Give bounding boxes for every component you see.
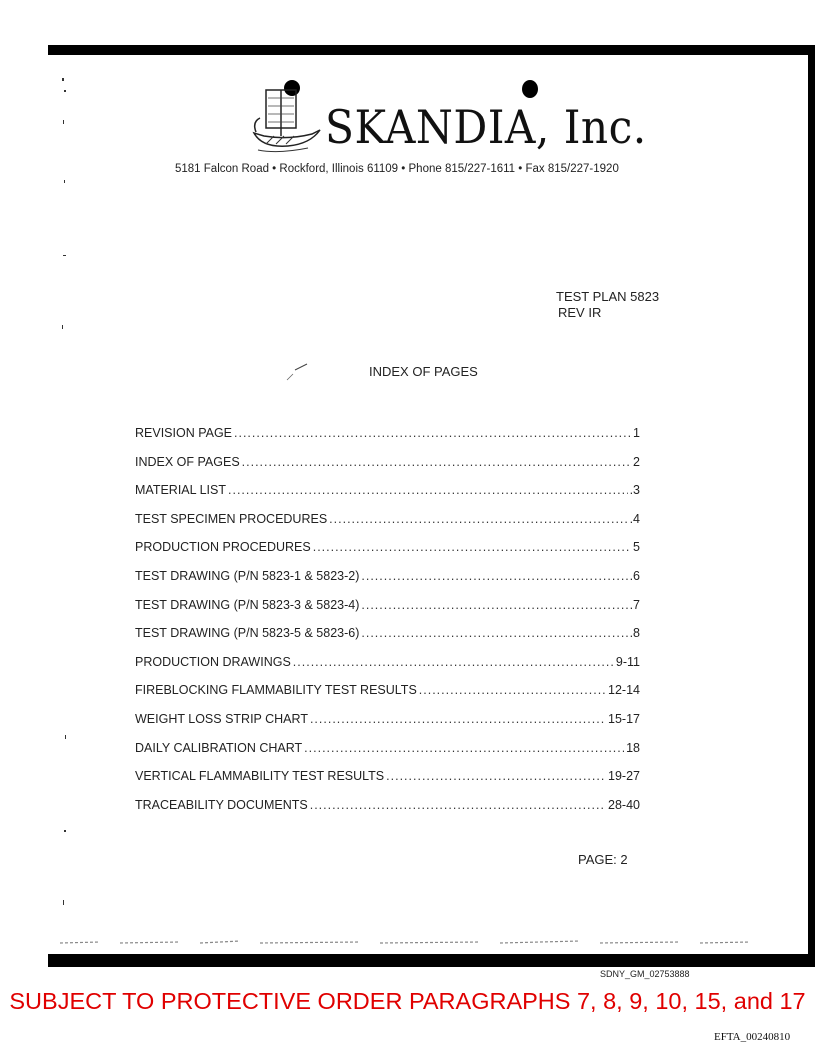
- scan-right-border: [808, 45, 815, 967]
- scan-noise-bottom: [60, 938, 760, 946]
- toc-leader: [361, 598, 627, 612]
- toc-page: 5: [633, 540, 640, 555]
- toc-leader: [293, 655, 614, 669]
- toc-leader: [310, 798, 606, 812]
- toc-row: [135, 455, 640, 484]
- toc-page: .8: [629, 626, 640, 641]
- toc-row: [135, 598, 640, 627]
- toc-title: VERTICAL FLAMMABILITY TEST RESULTS: [135, 769, 385, 784]
- index-table: [135, 426, 640, 826]
- toc-page: 19-27: [608, 769, 640, 784]
- toc-title: INDEX OF PAGES: [135, 454, 240, 469]
- toc-row: [135, 655, 640, 684]
- company-address: 5181 Falcon Road • Rockford, Illinois 61109 • Phone 815/227-1611 • Fax 815/227-1920: [175, 163, 619, 175]
- toc-row: [135, 741, 640, 770]
- toc-title: TEST DRAWING (P/N 5823-5 & 5823-6): [135, 626, 360, 641]
- company-name: SKANDIA, Inc.: [325, 100, 647, 154]
- toc-title: FIREBLOCKING FLAMMABILITY TEST RESULTS: [135, 683, 417, 698]
- toc-page: .6: [629, 568, 640, 583]
- toc-page: 18: [626, 740, 640, 755]
- company-logo: [248, 78, 647, 158]
- toc-leader: [419, 683, 606, 697]
- toc-leader: [228, 483, 628, 497]
- toc-title: TEST DRAWING (P/N 5823-1 & 5823-2): [135, 568, 360, 583]
- toc-title: PRODUCTION PROCEDURES: [135, 540, 311, 555]
- toc-title: MATERIAL LIST: [135, 483, 226, 498]
- toc-row: [135, 626, 640, 655]
- toc-title: REVISION PAGE: [135, 426, 233, 440]
- toc-page: 28-40: [608, 797, 640, 812]
- toc-row: [135, 569, 640, 598]
- toc-page: 12-14: [608, 683, 640, 698]
- toc-title: WEIGHT LOSS STRIP CHART: [135, 711, 308, 726]
- toc-title: TEST DRAWING (P/N 5823-3 & 5823-4): [135, 597, 360, 612]
- plan-name: TEST PLAN 5823: [556, 289, 660, 304]
- toc-title: PRODUCTION DRAWINGS: [135, 654, 291, 669]
- toc-leader: [310, 712, 606, 726]
- viking-ship-icon: [248, 78, 328, 158]
- plan-header: [556, 289, 659, 321]
- toc-page: 9-11: [615, 654, 640, 669]
- toc-row: [135, 712, 640, 741]
- toc-leader: [234, 426, 631, 440]
- toc-page: .4: [629, 511, 640, 526]
- toc-row: [135, 483, 640, 512]
- toc-leader: [386, 769, 606, 783]
- toc-page: .7: [629, 597, 640, 612]
- toc-leader: [361, 626, 627, 640]
- bates-number: SDNY_GM_02753888: [600, 969, 690, 979]
- toc-title: DAILY CALIBRATION CHART: [135, 740, 303, 755]
- toc-page: 1: [633, 426, 640, 440]
- toc-page: 15-17: [608, 711, 640, 726]
- toc-leader: [304, 741, 624, 755]
- index-title: INDEX OF PAGES: [369, 364, 478, 379]
- toc-page: 2: [633, 454, 640, 469]
- toc-row: [135, 798, 640, 827]
- protective-order-notice: SUBJECT TO PROTECTIVE ORDER PARAGRAPHS 7, 8, 9, 10, 15, and 17: [9, 988, 806, 1014]
- toc-title: TEST SPECIMEN PROCEDURES: [135, 511, 328, 526]
- pen-mark-icon: [285, 362, 315, 382]
- toc-leader: [242, 455, 631, 469]
- toc-leader: [361, 569, 627, 583]
- toc-row: [135, 769, 640, 798]
- plan-revision: REV IR: [558, 305, 602, 320]
- toc-leader: [329, 512, 627, 526]
- toc-page: .3: [629, 483, 640, 498]
- toc-row: [135, 512, 640, 541]
- logo-dot-icon: [520, 78, 540, 100]
- toc-row: [135, 426, 640, 455]
- toc-title: TRACEABILITY DOCUMENTS: [135, 797, 308, 812]
- document-id: EFTA_00240810: [714, 1031, 791, 1043]
- toc-row: [135, 540, 640, 569]
- page-number: PAGE: 2: [578, 852, 628, 867]
- scan-noise-left: [50, 70, 90, 930]
- toc-row: [135, 683, 640, 712]
- scan-top-border: [48, 45, 815, 55]
- scan-bottom-border: [48, 954, 815, 967]
- toc-leader: [313, 540, 631, 554]
